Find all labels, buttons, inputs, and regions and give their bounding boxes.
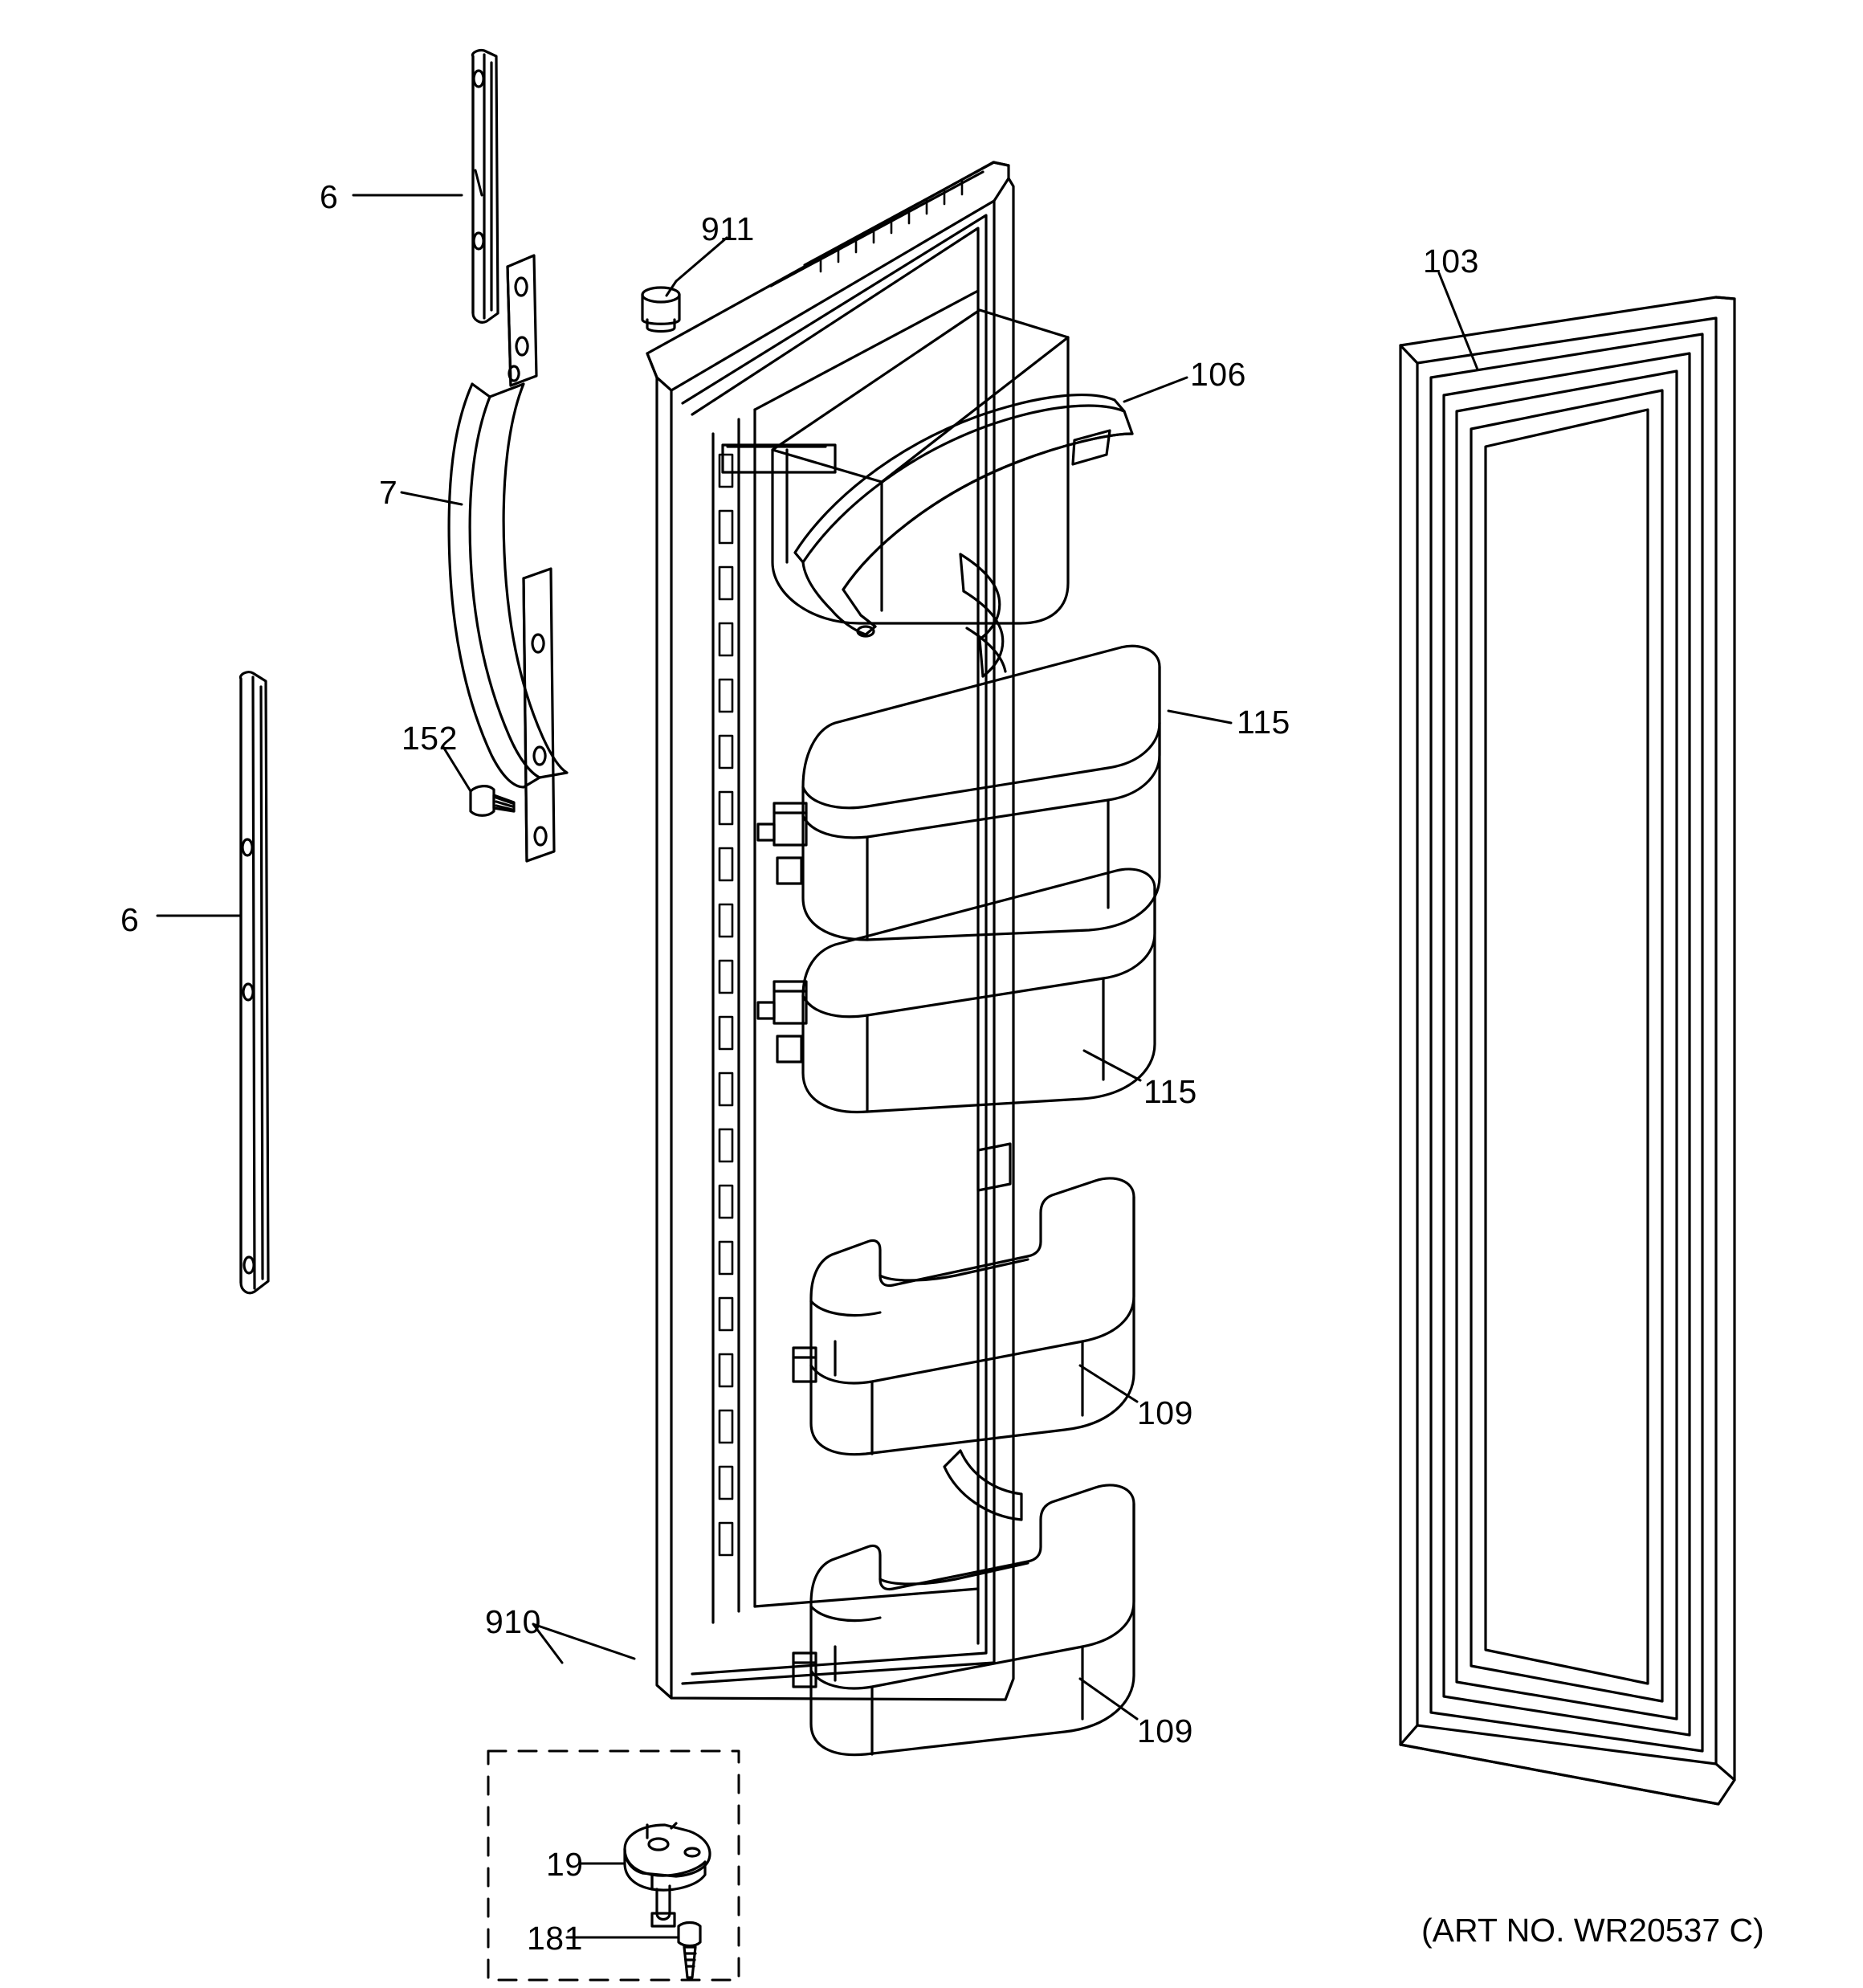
part-dairy-compartment-lid [795,395,1132,636]
part-trim-strip-upper [472,51,498,323]
part-trim-strip-lower [240,672,268,1293]
callout-152: 152 [402,720,458,757]
callout-911: 911 [701,210,755,247]
callout-6-top: 6 [320,178,339,215]
callout-19: 19 [546,1846,584,1883]
callout-7: 7 [379,474,398,511]
shelf-ladder-slots [720,455,732,1555]
leader-lines [157,170,1478,1937]
part-door-handle [449,255,567,861]
part-plug-button [642,288,679,332]
callout-109-lower: 109 [1137,1712,1193,1749]
callout-6-left: 6 [120,901,140,938]
part-door-bin-deep-upper [793,1178,1134,1455]
callout-106: 106 [1190,356,1246,393]
part-door-gasket [1400,297,1735,1804]
callout-115-top: 115 [1237,704,1290,741]
callout-115-mid: 115 [1143,1073,1197,1110]
part-door-bin-middle [758,869,1155,1190]
callout-103: 103 [1423,243,1479,280]
art-number-label: (ART NO. WR20537 C) [1421,1912,1764,1949]
part-handle-screw [471,786,514,816]
callout-109-upper: 109 [1137,1394,1193,1431]
callout-181: 181 [527,1920,583,1957]
part-interior-duct [960,554,1005,676]
callout-910: 910 [485,1603,541,1640]
part-door-bin-upper [758,646,1160,940]
part-hinge-screw [679,1923,700,1978]
part-door-bin-deep-lower [793,1451,1134,1755]
part-door-inner-panel [647,162,1068,1700]
part-door-hinge-cam [625,1823,710,1926]
